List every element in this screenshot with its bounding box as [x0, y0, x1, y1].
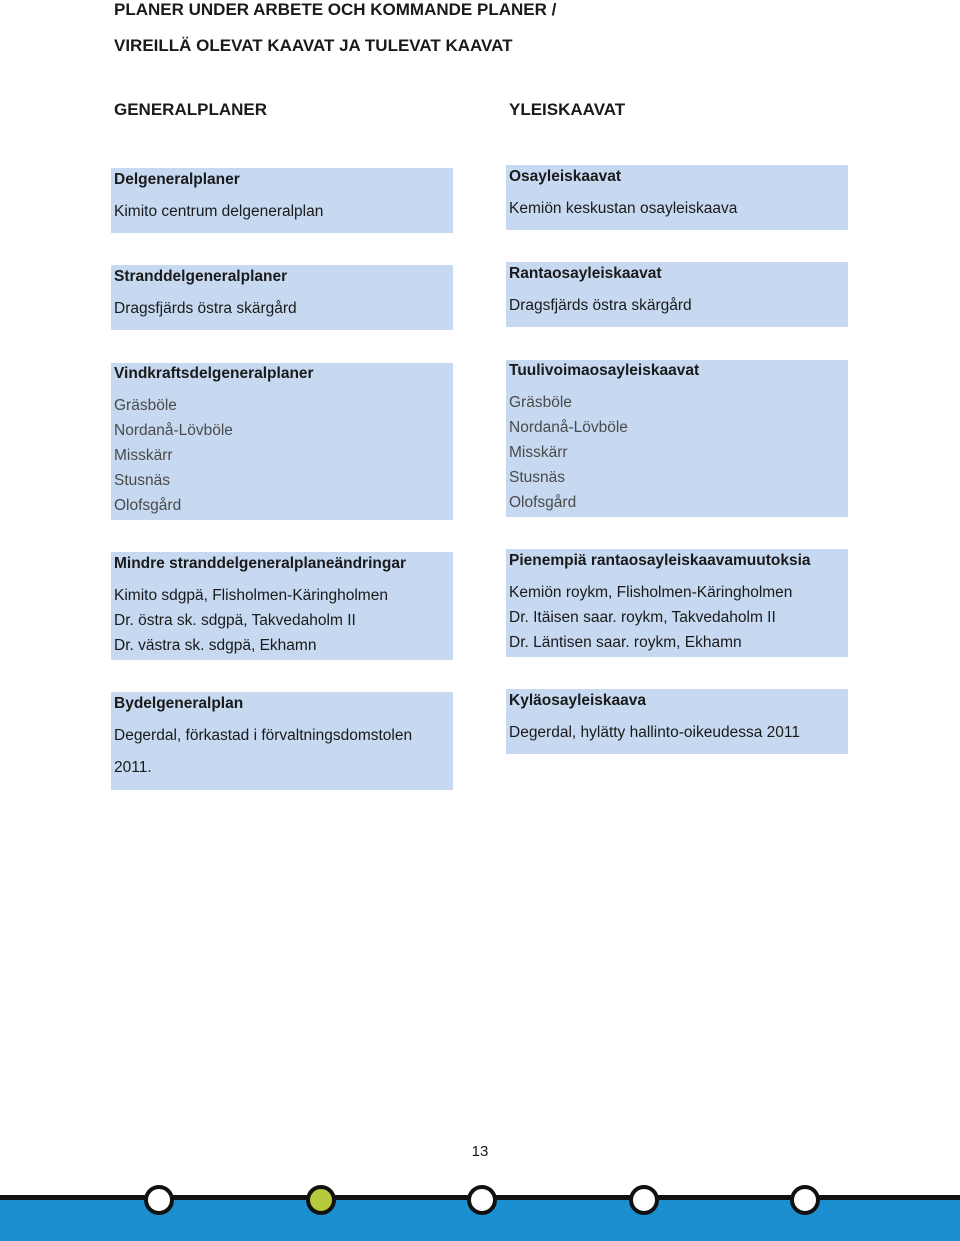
plan-box-line: Degerdal, förkastad i förvaltningsdomstolen [114, 727, 413, 744]
plan-box-line: Gräsböle [509, 394, 572, 411]
plan-box-title: Pienempiä rantaosayleiskaavamuutoksia [509, 552, 811, 569]
plan-box-title: Osayleiskaavat [509, 168, 622, 185]
plan-box-line: 2011. [114, 759, 152, 776]
plan-box-line: Dr. Läntisen saar. roykm, Ekhamn [509, 634, 742, 651]
plan-box-osayleiskaavat [506, 165, 848, 230]
plan-box-line: Kimito sdgpä, Flisholmen-Käringholmen [114, 587, 388, 604]
plan-box-line: Dr. östra sk. sdgpä, Takvedaholm II [114, 612, 356, 629]
plan-box-line: Dragsfjärds östra skärgård [509, 297, 692, 314]
column-heading-right: YLEISKAAVAT [509, 100, 626, 119]
plan-box-line: Nordanå-Lövböle [114, 422, 233, 439]
plan-box-line: Dr. västra sk. sdgpä, Ekhamn [114, 637, 317, 654]
plan-box-line: Dragsfjärds östra skärgård [114, 300, 297, 317]
page-title-line2: VIREILLÄ OLEVAT KAAVAT JA TULEVAT KAAVAT [114, 36, 513, 55]
plan-box-line: Olofsgård [114, 497, 182, 514]
plan-box-line: Kemiön keskustan osayleiskaava [509, 200, 738, 217]
plan-box-delgeneralplaner [111, 168, 453, 233]
plan-box-line: Degerdal, hylätty hallinto-oikeudessa 2011 [509, 724, 800, 741]
plan-box-mindre [111, 552, 453, 660]
plan-box-vindkraft [111, 363, 453, 520]
plan-box-line: Olofsgård [509, 494, 577, 511]
plan-box-title: Rantaosayleiskaavat [509, 265, 662, 282]
plan-box-line: Stusnäs [509, 469, 566, 486]
footer-dot-4 [629, 1185, 659, 1215]
plan-box-title: Delgeneralplaner [114, 171, 240, 188]
column-heading-left: GENERALPLANER [114, 100, 268, 119]
plan-box-line: Dr. Itäisen saar. roykm, Takvedaholm II [509, 609, 776, 626]
plan-box-tuulivoima [506, 360, 848, 517]
footer-dot-3 [467, 1185, 497, 1215]
plan-box-pienempia [506, 549, 848, 657]
plan-box-title: Tuulivoimaosayleiskaavat [509, 362, 700, 379]
page-number: 13 [471, 1143, 489, 1160]
plan-box-line: Misskärr [509, 444, 568, 461]
plan-box-kylaosayleiskaava [506, 689, 848, 754]
plan-box-line: Kimito centrum delgeneralplan [114, 203, 324, 220]
plan-box-line: Stusnäs [114, 472, 171, 489]
footer-dot-2 [306, 1185, 336, 1215]
plan-box-title: Vindkraftsdelgeneralplaner [114, 365, 314, 382]
footer-dot-1 [144, 1185, 174, 1215]
plan-box-title: Stranddelgeneralplaner [114, 268, 288, 285]
plan-box-title: Mindre stranddelgeneralplaneändringar [114, 555, 406, 572]
page-title-line1: PLANER UNDER ARBETE OCH KOMMANDE PLANER / [114, 0, 557, 19]
plan-box-line: Nordanå-Lövböle [509, 419, 628, 436]
plan-box-title: Kyläosayleiskaava [509, 692, 647, 709]
plan-box-line: Kemiön roykm, Flisholmen-Käringholmen [509, 584, 793, 601]
plan-box-line: Misskärr [114, 447, 173, 464]
footer-dot-5 [790, 1185, 820, 1215]
plan-box-title: Bydelgeneralplan [114, 695, 244, 712]
plan-box-stranddelgeneralplaner [111, 265, 453, 330]
plan-box-rantaosayleiskaavat [506, 262, 848, 327]
plan-box-bydelgeneralplan [111, 692, 453, 790]
plan-box-line: Gräsböle [114, 397, 177, 414]
